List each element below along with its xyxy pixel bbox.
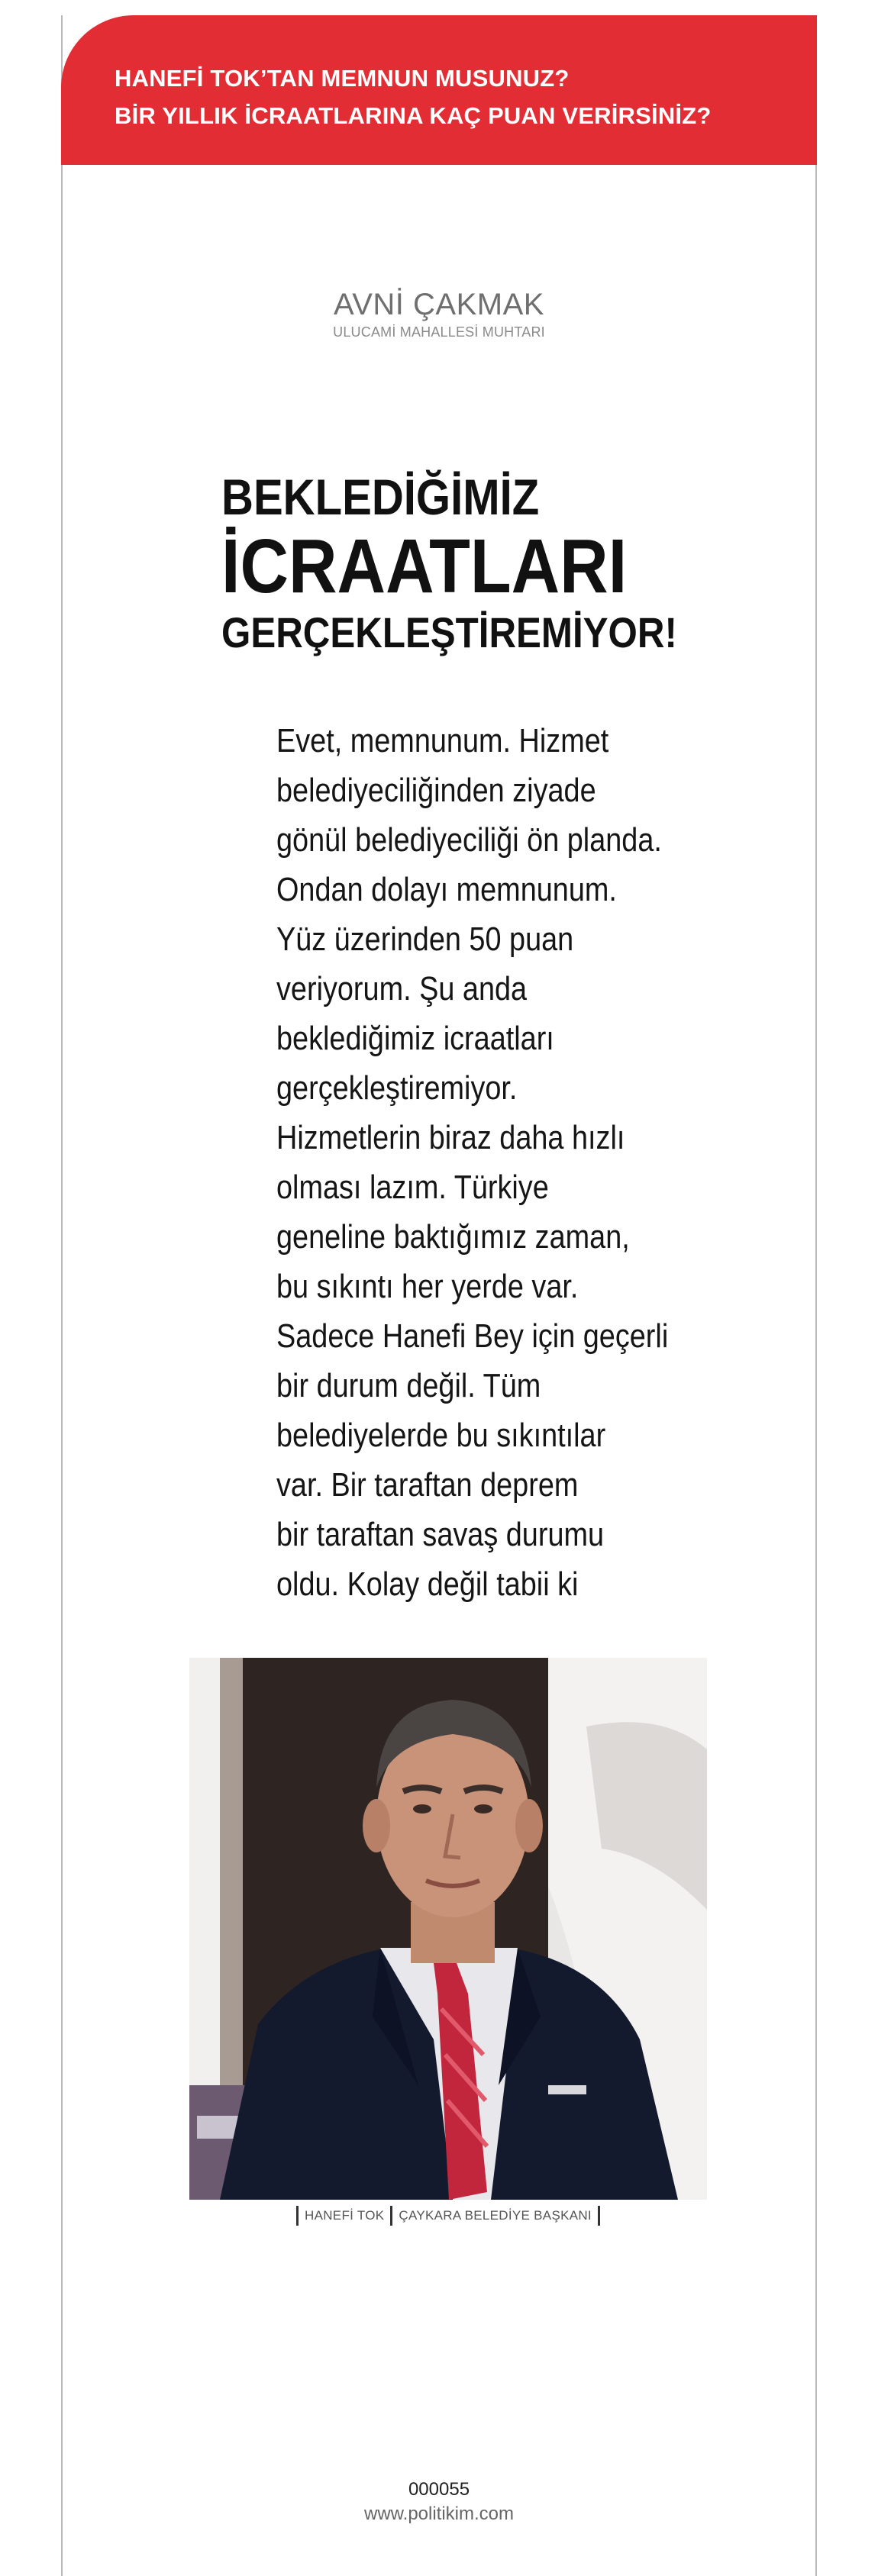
author-name: AVNİ ÇAKMAK	[334, 288, 544, 321]
headline-line-2: İCRAATLARI	[221, 524, 628, 609]
body-line: bir taraftan savaş durumu	[276, 1516, 605, 1553]
caption-divider	[390, 2206, 392, 2226]
body-line: Sadece Hanefi Bey için geçerli	[276, 1317, 669, 1355]
portrait-photo	[189, 1658, 707, 2200]
body-line: belediyelerde bu sıkıntılar	[276, 1417, 606, 1454]
author-title: ULUCAMİ MAHALLESİ MUHTARI	[333, 324, 545, 340]
caption-divider	[598, 2206, 600, 2226]
body-line: bir durum değil. Tüm	[276, 1367, 541, 1404]
header-banner	[61, 15, 817, 165]
body-line: olması lazım. Türkiye	[276, 1169, 549, 1206]
body-line: Yüz üzerinden 50 puan	[276, 920, 574, 958]
body-line: gerçekleştiremiyor.	[276, 1069, 518, 1107]
body-line: gönül belediyeciliği ön planda.	[276, 821, 662, 859]
caption-title: ÇAYKARA BELEDİYE BAŞKANI	[399, 2208, 592, 2223]
body-line: var. Bir taraftan deprem	[276, 1466, 579, 1504]
body-line: Hizmetlerin biraz daha hızlı	[276, 1119, 625, 1156]
body-line: veriyorum. Şu anda	[276, 970, 528, 1008]
body-text	[276, 716, 750, 1609]
header-question-1: HANEFİ TOK’TAN MEMNUN MUSUNUZ?	[115, 65, 570, 92]
body-line: belediyeciliğinden ziyade	[276, 772, 596, 809]
headline-line-3: GERÇEKLEŞTİREMİYOR!	[221, 608, 677, 656]
footer	[290, 2478, 588, 2526]
body-line: oldu. Kolay değil tabii ki	[276, 1565, 579, 1603]
body-line: Evet, memnunum. Hizmet	[276, 722, 609, 759]
headline-line-1: BEKLEDİĞİMİZ	[221, 469, 540, 525]
body-line: beklediğimiz icraatları	[276, 1020, 554, 1057]
caption-divider	[296, 2206, 299, 2226]
photo-caption	[189, 2206, 707, 2226]
page-code: 000055	[408, 2479, 470, 2500]
body-line: geneline baktığımız zaman,	[276, 1218, 630, 1256]
website-link[interactable]: www.politikim.com	[363, 2503, 515, 2524]
headline	[221, 467, 756, 659]
author-block	[328, 287, 550, 340]
body-line: bu sıkıntı her yerde var.	[276, 1268, 579, 1305]
body-line: Ondan dolayı memnunum.	[276, 871, 617, 908]
caption-name: HANEFİ TOK	[305, 2208, 385, 2223]
header-question-2: BİR YILLIK İCRAATLARINA KAÇ PUAN VERİRSİNİZ?	[115, 102, 712, 129]
